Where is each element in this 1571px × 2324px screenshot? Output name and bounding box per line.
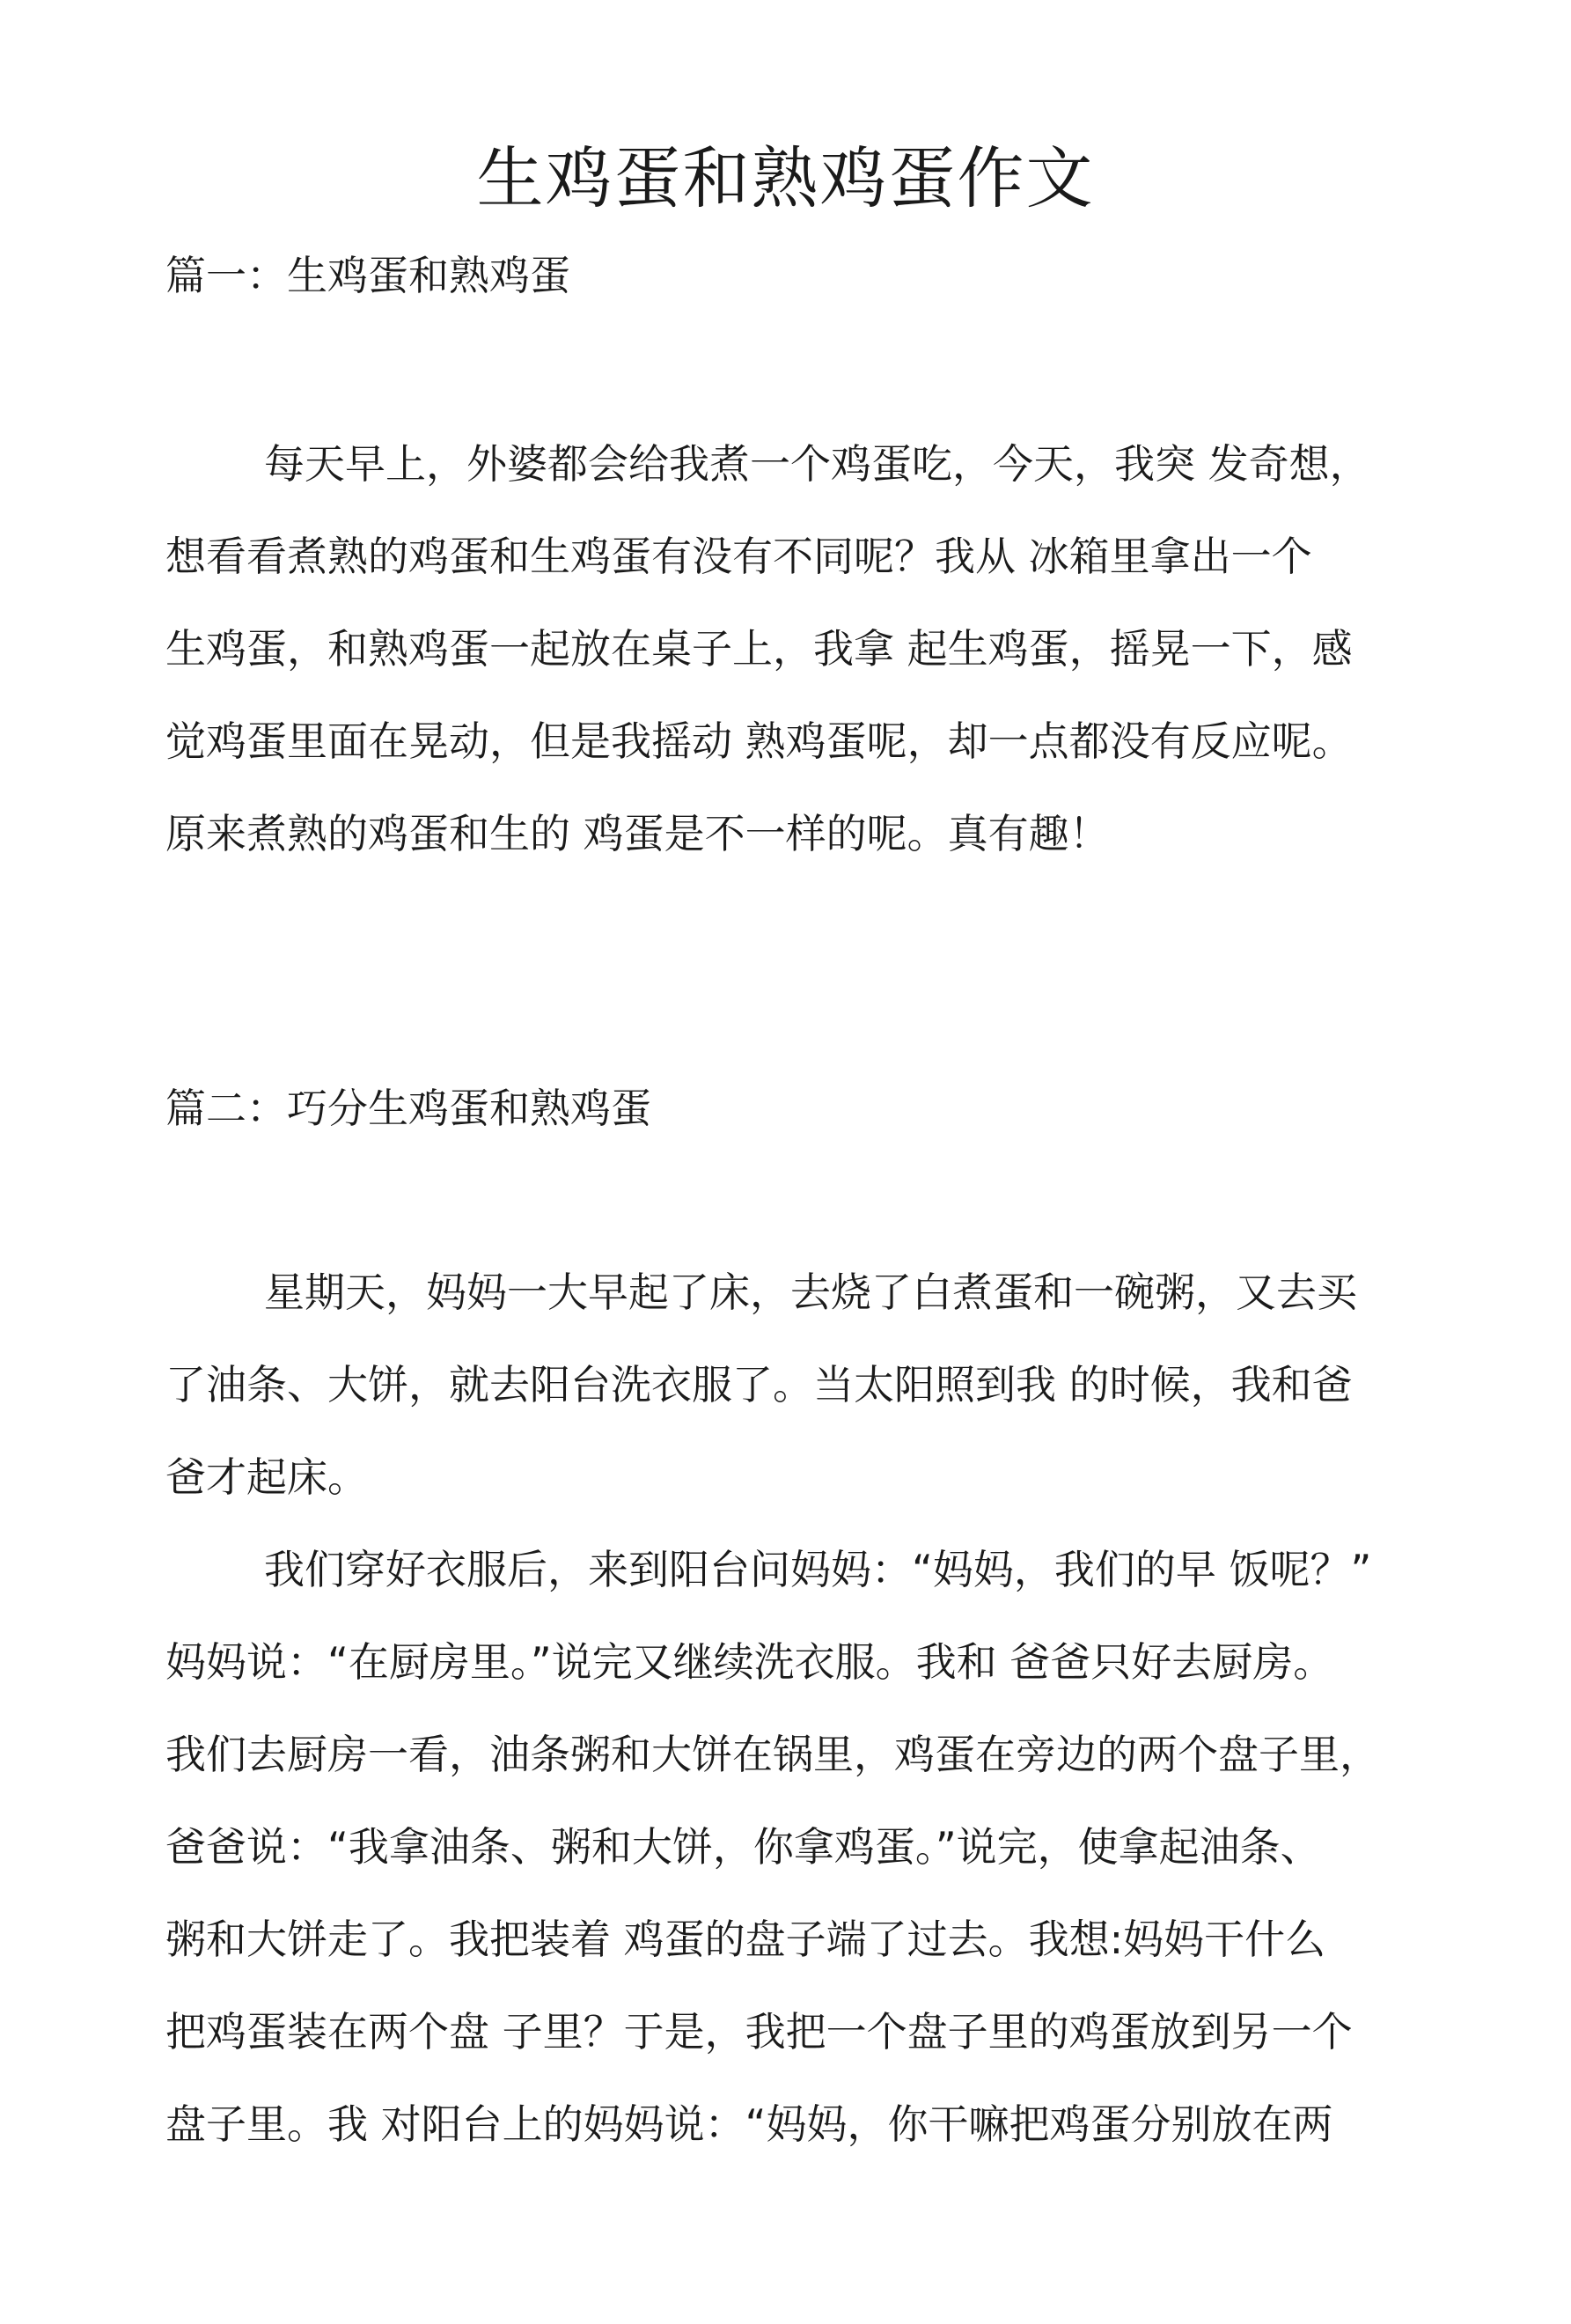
section-2-line-10: 盘子里。我 对阳台上的妈妈说：“妈妈，你干嘛把鸡蛋分别放在两 (165, 2100, 1333, 2148)
section-2-line-2: 了油条、大饼，就去阳台洗衣服了。当太阳照到我 的时候，我和爸 (165, 1361, 1353, 1408)
section-2-line-8: 粥和大饼走了。我把装着 鸡蛋的盘子端了过去。我想:妈妈干什么 (165, 1916, 1326, 1963)
section-2-line-3: 爸才起床。 (165, 1453, 368, 1501)
section-1-line-1: 每天早上，外婆都会给我煮一个鸡蛋吃，今天，我突 发奇想， (264, 440, 1370, 488)
section-2-heading: 篇二：巧分生鸡蛋和熟鸡蛋 (165, 1085, 651, 1132)
section-2-line-1: 星期天，妈妈一大早起了床，去烧了白煮蛋和一碗粥，又去买 (264, 1269, 1357, 1316)
section-2-line-5: 妈妈说：“在厨房里。”说完又继续洗衣服。我和 爸爸只好去厨房。 (165, 1638, 1334, 1686)
section-1-line-4: 觉鸡蛋里面在晃动，但是我摇动 熟鸡蛋呢，却一点都没有反应呢。 (165, 717, 1353, 765)
section-1-line-5: 原来煮熟的鸡蛋和生的 鸡蛋是不一样的呢。真有趣！ (165, 810, 1110, 857)
section-1-line-3: 生鸡蛋，和熟鸡蛋一起放在桌子上，我拿 起生鸡蛋，摇晃一下，感 (165, 625, 1353, 673)
section-2-line-9: 把鸡蛋装在两个盘 子里？于是，我把一个盘子里的鸡蛋放到另一个 (165, 2008, 1353, 2056)
section-2-line-4: 我们穿好衣服后，来到阳台问妈妈：“妈妈，我们的早 饭呢？” (264, 1546, 1372, 1593)
section-1-heading: 篇一：生鸡蛋和熟鸡蛋 (165, 252, 570, 299)
section-2-line-7: 爸爸说：“我拿油条、粥和大饼，你拿鸡蛋。”说完，使拿起油条、 (165, 1823, 1321, 1871)
document-title: 生鸡蛋和熟鸡蛋作文 (476, 139, 1095, 217)
section-2-line-6: 我们去厨房一看，油条粥和大饼在锅里，鸡蛋在旁边的两个盘子里， (165, 1731, 1380, 1778)
section-1-line-2: 想看看煮熟的鸡蛋和生鸡蛋有没有不同呢？我从 冰箱里拿出一个 (165, 533, 1312, 580)
